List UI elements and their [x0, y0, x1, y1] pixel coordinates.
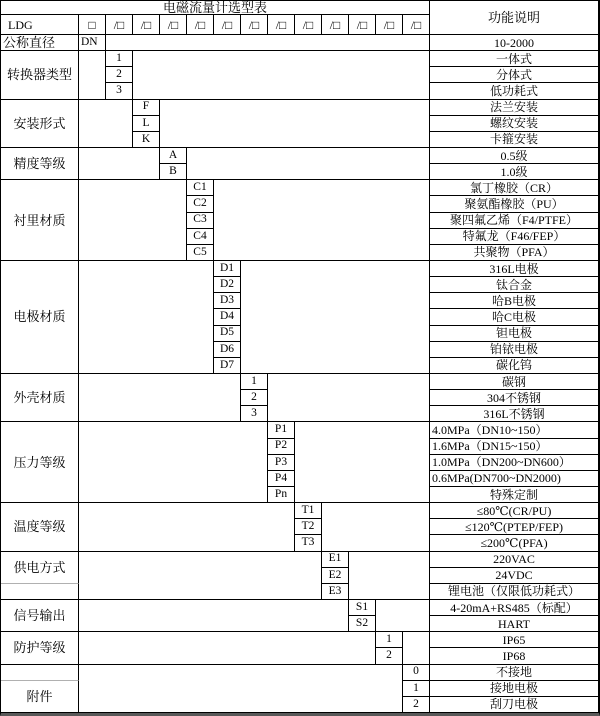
- code-cell: 0: [403, 665, 430, 681]
- desc-cell: 哈C电极: [430, 309, 599, 325]
- desc-cell: 锂电池（仅限低功耗式）: [430, 584, 599, 600]
- desc-cell: 304不锈钢: [430, 390, 599, 406]
- code-cell: 1: [106, 51, 133, 67]
- category-label: 压力等级: [1, 422, 79, 503]
- code-cell: 1: [403, 681, 430, 697]
- empty-region: [241, 261, 430, 374]
- code-cell: P4: [268, 471, 295, 487]
- desc-cell: 碳钢: [430, 374, 599, 390]
- category-label: 供电方式: [1, 552, 79, 584]
- code-cell: P3: [268, 455, 295, 471]
- empty-region: [106, 35, 430, 51]
- desc-cell: 220VAC: [430, 552, 599, 568]
- code-cell: 2: [241, 390, 268, 406]
- empty-region: [79, 665, 403, 713]
- code-cell: DN: [79, 35, 106, 51]
- desc-cell: 4.0MPa（DN10~150）: [430, 422, 599, 438]
- code-cell: C1: [187, 180, 214, 196]
- code-cell: D2: [214, 277, 241, 293]
- code-cell: D3: [214, 293, 241, 309]
- model-digit-slot: /□: [403, 15, 430, 35]
- code-cell: K: [133, 132, 160, 148]
- model-digit-slot: /□: [106, 15, 133, 35]
- desc-cell: 法兰安装: [430, 100, 599, 116]
- desc-cell: 哈B电极: [430, 293, 599, 309]
- desc-cell: 0.6MPa(DN700~DN2000): [430, 471, 599, 487]
- model-digit-slot: /□: [295, 15, 322, 35]
- category-label: 衬里材质: [1, 180, 79, 261]
- desc-cell: 10-2000: [430, 35, 599, 51]
- code-cell: 1: [376, 632, 403, 648]
- empty-region: [187, 148, 430, 180]
- model-digit-slot: /□: [376, 15, 403, 35]
- category-label: 电极材质: [1, 261, 79, 374]
- code-cell: F: [133, 100, 160, 116]
- code-cell: C4: [187, 229, 214, 245]
- code-cell: D4: [214, 309, 241, 325]
- desc-cell: IP68: [430, 648, 599, 664]
- model-digit-slot: /□: [187, 15, 214, 35]
- empty-region: [79, 148, 160, 180]
- model-digit-slot: /□: [349, 15, 376, 35]
- empty-region: [268, 374, 430, 422]
- empty-region: [79, 503, 295, 551]
- code-cell: 1: [241, 374, 268, 390]
- desc-cell: 一体式: [430, 51, 599, 67]
- function-column-header: 功能说明: [430, 1, 599, 35]
- category-label-spacer: [1, 584, 79, 600]
- desc-cell: 分体式: [430, 67, 599, 83]
- code-cell: C5: [187, 245, 214, 261]
- desc-cell: 4-20mA+RS485（标配）: [430, 600, 599, 616]
- empty-region: [322, 503, 430, 551]
- code-cell: D6: [214, 342, 241, 358]
- desc-cell: 钽电极: [430, 326, 599, 342]
- desc-cell: ≤120℃(PTEP/FEP): [430, 519, 599, 535]
- code-cell: E1: [322, 552, 349, 568]
- code-cell: C3: [187, 213, 214, 229]
- desc-cell: ≤200℃(PFA): [430, 535, 599, 551]
- desc-cell: 低功耗式: [430, 83, 599, 99]
- desc-cell: 316L电极: [430, 261, 599, 277]
- category-label-spacer: [1, 665, 79, 681]
- model-digit-slot: /□: [214, 15, 241, 35]
- desc-cell: 特氟龙（F46/FEP）: [430, 229, 599, 245]
- desc-cell: 碳化钨: [430, 358, 599, 374]
- empty-region: [79, 374, 241, 422]
- category-label: 公称直径: [1, 35, 79, 51]
- code-cell: P1: [268, 422, 295, 438]
- empty-region: [79, 552, 322, 600]
- desc-cell: 1.6MPa（DN15~150）: [430, 439, 599, 455]
- code-cell: D5: [214, 326, 241, 342]
- desc-cell: 聚四氟乙烯（F4/PTFE）: [430, 213, 599, 229]
- empty-region: [160, 100, 430, 148]
- desc-cell: 特殊定制: [430, 487, 599, 503]
- category-label: 转换器类型: [1, 51, 79, 99]
- empty-region: [79, 100, 133, 148]
- desc-cell: 铂铱电极: [430, 342, 599, 358]
- desc-cell: HART: [430, 616, 599, 632]
- empty-region: [403, 632, 430, 664]
- model-digit-slot: /□: [241, 15, 268, 35]
- desc-cell: 0.5级: [430, 148, 599, 164]
- code-cell: D7: [214, 358, 241, 374]
- code-cell: D1: [214, 261, 241, 277]
- code-cell: T2: [295, 519, 322, 535]
- empty-region: [349, 552, 430, 600]
- code-cell: 2: [376, 648, 403, 664]
- code-cell: B: [160, 164, 187, 180]
- desc-cell: 聚氨酯橡胶（PU）: [430, 196, 599, 212]
- code-cell: 3: [241, 406, 268, 422]
- code-cell: P2: [268, 439, 295, 455]
- code-cell: E2: [322, 568, 349, 584]
- category-label: 精度等级: [1, 148, 79, 180]
- category-label: 外壳材质: [1, 374, 79, 422]
- category-label: 附件: [1, 681, 79, 713]
- category-label: 温度等级: [1, 503, 79, 551]
- code-cell: E3: [322, 584, 349, 600]
- code-cell: A: [160, 148, 187, 164]
- desc-cell: 316L不锈钢: [430, 406, 599, 422]
- desc-cell: 共聚物（PFA）: [430, 245, 599, 261]
- code-cell: T3: [295, 535, 322, 551]
- desc-cell: 1.0级: [430, 164, 599, 180]
- desc-cell: 24VDC: [430, 568, 599, 584]
- code-cell: 3: [106, 83, 133, 99]
- empty-region: [133, 51, 430, 99]
- empty-region: [79, 261, 214, 374]
- desc-cell: 接地电极: [430, 681, 599, 697]
- code-cell: C2: [187, 196, 214, 212]
- model-digit-slot: /□: [268, 15, 295, 35]
- code-cell: L: [133, 116, 160, 132]
- desc-cell: ≤80℃(CR/PU): [430, 503, 599, 519]
- desc-cell: IP65: [430, 632, 599, 648]
- empty-region: [295, 422, 430, 503]
- model-prefix: LDG: [1, 15, 79, 35]
- desc-cell: 螺纹安装: [430, 116, 599, 132]
- model-digit-slot: /□: [133, 15, 160, 35]
- desc-cell: 氯丁橡胶（CR）: [430, 180, 599, 196]
- desc-cell: 1.0MPa（DN200~DN600）: [430, 455, 599, 471]
- table-title: 电磁流量计选型表: [1, 1, 430, 15]
- desc-cell: 钛合金: [430, 277, 599, 293]
- model-digit-slot: /□: [160, 15, 187, 35]
- model-first-box: □: [79, 15, 106, 35]
- category-label: 防护等级: [1, 632, 79, 664]
- category-label: 信号输出: [1, 600, 79, 632]
- model-digit-slot: /□: [322, 15, 349, 35]
- empty-region: [214, 180, 430, 261]
- desc-cell: 不接地: [430, 665, 599, 681]
- code-cell: S2: [349, 616, 376, 632]
- desc-cell: 卡箍安装: [430, 132, 599, 148]
- category-label: 安装形式: [1, 100, 79, 148]
- empty-region: [79, 600, 349, 632]
- desc-cell: 刮刀电极: [430, 697, 599, 713]
- empty-region: [376, 600, 430, 632]
- empty-region: [79, 422, 268, 503]
- empty-region: [79, 51, 106, 99]
- code-cell: T1: [295, 503, 322, 519]
- code-cell: Pn: [268, 487, 295, 503]
- code-cell: S1: [349, 600, 376, 616]
- empty-region: [79, 632, 376, 664]
- code-cell: 2: [106, 67, 133, 83]
- empty-region: [79, 180, 187, 261]
- code-cell: 2: [403, 697, 430, 713]
